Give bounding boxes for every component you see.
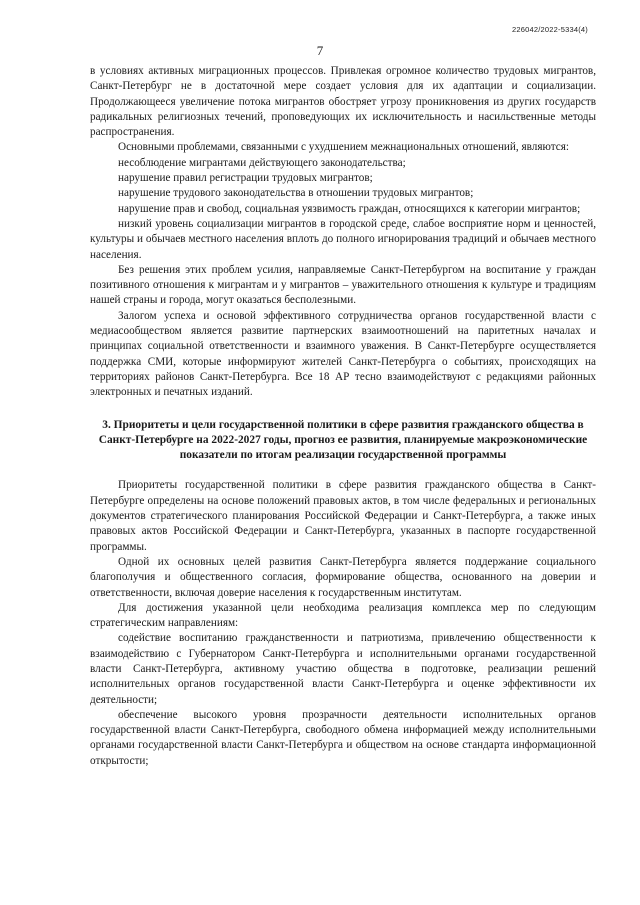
list-item-problem: нарушение прав и свобод, социальная уязвимость граждан, относящихся к категории мигрантов; [118, 202, 581, 215]
page-number: 7 [316, 43, 324, 58]
document-registration-number: 226042/2022-5334(4) [512, 25, 588, 34]
paragraph-main-problems-intro: Основными проблемами, связанными с ухудшением межнациональных отношений, являются: [118, 141, 569, 154]
list-item-direction: содействие воспитанию гражданственности и патриотизма, привлечению общественности к взаимодействию с Губернатором Санкт-Петербурга и исполнительными органами государственной власти Санкт-Петербурга, активному участию общества в подготовке, реализации решений исполнительных органов государственной власти Санкт-Петербурга и оценке эффективности их деятельности; [90, 632, 596, 706]
list-item-problem: нарушение правил регистрации трудовых мигрантов; [118, 172, 373, 185]
list-item-problem: нарушение трудового законодательства в отношении трудовых мигрантов; [118, 187, 474, 200]
paragraph-main-goal: Одной их основных целей развития Санкт-Петербурга является поддержание социального благополучия и общественного согласия, формирование общества, основанного на доверии и ответственности, включая доверие населения к государственным институтам. [90, 555, 596, 599]
paragraph-measures-intro: Для достижения указанной цели необходима реализация комплекса мер по следующим стратегическим направлениям: [90, 601, 596, 630]
list-item-direction: обеспечение высокого уровня прозрачности деятельности исполнительных органов государственной власти Санкт-Петербурга, свободного обмена информацией между исполнительными органами государственной власти Санкт-Петербурга и обществом на основе стандарта информационной открытости; [90, 708, 596, 767]
list-item-problem: несоблюдение мигрантами действующего законодательства; [118, 156, 406, 169]
paragraph-media-cooperation: Залогом успеха и основой эффективного сотрудничества органов государственной власти с медиасообществом является развитие партнерских взаимоотношений на паритетных началах и принципах социальной ответственности и взаимного уважения. В Санкт-Петербурге осуществляется поддержка СМИ, которые информируют жителей Санкт-Петербурга о событиях, происходящих на территориях районов Санкт-Петербурга. Все 18 АР тесно взаимодействуют с редакциями районных электронных и печатных изданий. [90, 309, 596, 399]
document-body [90, 64, 596, 769]
list-item-problem: низкий уровень социализации мигрантов в городской среде, слабое восприятие норм и ценностей, культуры и обычаев местного населения вплоть до полного игнорирования традиций и обычаев местного населения. [90, 217, 596, 261]
section-heading: 3. Приоритеты и цели государственной политики в сфере развития гражданского общества в Санкт-Петербурге на 2022-2027 годы, прогноз ее развития, планируемые макроэкономические показатели по итогам реализации государственной программы [98, 418, 588, 462]
paragraph-priorities: Приоритеты государственной политики в сфере развития гражданского общества в Санкт-Петербурге определены на основе положений правовых актов, в том числе федеральных и региональных документов стратегического планирования Российской Федерации и Санкт-Петербурга, а также иных правовых актов Российской Федерации и Санкт-Петербурга, указанных в паспорте государственной программы. [90, 479, 596, 553]
paragraph-migration-context: в условиях активных миграционных процессов. Привлекая огромное количество трудовых мигрантов, Санкт-Петербург не в достаточной мере создает условия для их адаптации и социализации. Продолжающееся увеличение потока мигрантов обостряет угрозу проникновения из других государств радикальных религиозных течений, проповедующих их исключительность и насильственные методы распространения. [90, 65, 596, 139]
paragraph-without-solution: Без решения этих проблем усилия, направляемые Санкт-Петербургом на воспитание у граждан позитивного отношения к мигрантам и у мигрантов – уважительного отношения к культуре и традициям нашей страны и города, могут оказаться бесполезными. [90, 263, 596, 307]
